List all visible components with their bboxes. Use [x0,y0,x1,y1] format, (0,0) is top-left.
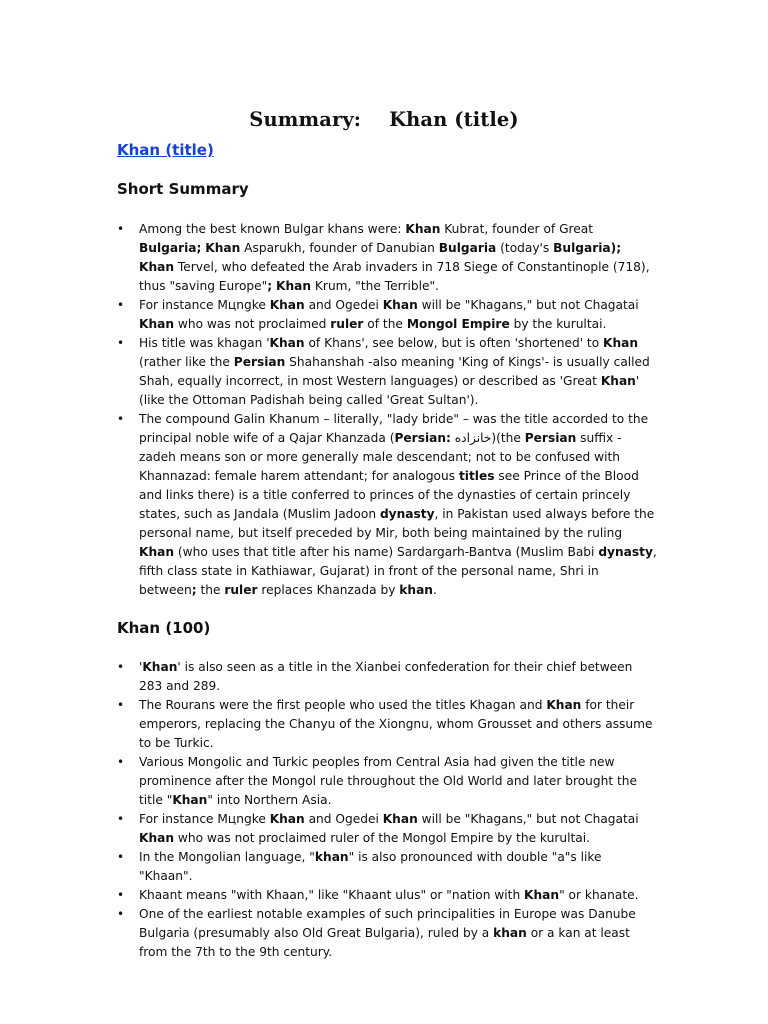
khan-100-item-text: For instance Mцngke Khan and Ogedei Khan will be "Khagans," but not Chagatai Khan who was not proclaimed ruler of the Mongol Empire by the kurultai. [139,812,639,845]
khan-100-item [117,658,657,696]
khan-100-item [117,886,657,905]
title-prefix: Summary: [249,108,362,131]
khan-100-item-text: In the Mongolian language, "khan" is also pronounced with double "a"s like "Khaan". [139,850,602,883]
short-summary-item-text: Among the best known Bulgar khans were: Khan Kubrat, founder of Great Bulgaria; Khan Asparukh, founder of Danubian Bulgaria (today's Bulgaria); Khan Tervel, who defeated the Arab invaders in 718 Siege of Constantinople (718), thus "saving Europe"; Khan Krum, "the Terrible". [139,222,650,293]
short-summary-item [117,334,657,410]
khan-100-item-text: Khaant means "with Khaan," like "Khaant ulus" or "nation with Khan" or khanate. [139,888,639,902]
khan-100-item [117,905,657,962]
bullet-icon: • [117,755,125,769]
short-summary-item-text: His title was khagan 'Khan of Khans', see below, but is often 'shortened' to Khan (rather like the Persian Shahanshah -also meaning 'King of Kings'- is usually called Shah, equally incorrect, in most Western languages) or described as 'Great Khan' (like the Ottoman Padishah being called 'Great Sultan'). [139,336,650,407]
title-subject: Khan (title) [389,108,519,131]
short-summary-item [117,410,657,600]
short-summary-item-text: The compound Galin Khanum – literally, "lady bride" – was the title accorded to the principal noble wife of a Qajar Khanzada (Persian: خانزاده)(the Persian suffix -zadeh means son or more generally male descendant; not to be confused with Khannazad: female harem attendant; for analogous titles see Prince of the Blood and links there) is a title conferred to princes of the dynasties of certain princely states, such as Jandala (Muslim Jadoon dynasty, in Pakistan used always before the personal name, but itself preceded by Mir, both being maintained by the ruling Khan (who uses that title after his name) Sardargarh-Bantva (Muslim Babi dynasty, fifth class state in Kathiawar, Gujarat) in front of the personal name, Shri in between; the ruler replaces Khanzada by khan. [139,412,657,597]
khan-100-item [117,753,657,810]
khan-100-item-text: The Rourans were the first people who used the titles Khagan and Khan for their emperors, replacing the Chanyu of the Xiongnu, whom Grousset and others assume to be Turkic. [139,698,653,750]
short-summary-item [117,296,657,334]
bullet-icon: • [117,222,125,236]
khan-100-item [117,810,657,848]
bullet-icon: • [117,812,125,826]
short-summary-item-text: For instance Mцngke Khan and Ogedei Khan will be "Khagans," but not Chagatai Khan who was not proclaimed ruler of the Mongol Empire by the kurultai. [139,298,639,331]
short-summary-item [117,220,657,296]
khan-100-item-text: One of the earliest notable examples of such principalities in Europe was Danube Bulgaria (presumably also Old Great Bulgaria), ruled by a khan or a kan at least from the 7th to the 9th century. [139,907,636,959]
bullet-icon: • [117,907,125,921]
bullet-icon: • [117,888,125,902]
bullet-icon: • [117,660,125,674]
short-summary-list [117,220,657,600]
khan-100-item [117,696,657,753]
khan-100-heading: Khan (100) [117,619,211,637]
bullet-icon: • [117,412,125,426]
bullet-icon: • [117,850,125,864]
khan-100-item [117,848,657,886]
short-summary-heading: Short Summary [117,180,249,198]
bullet-icon: • [117,336,125,350]
bullet-icon: • [117,298,125,312]
khan-100-item-text: Various Mongolic and Turkic peoples from Central Asia had given the title new prominence after the Mongol rule throughout the Old World and later brought the title "Khan" into Northern Asia. [139,755,638,807]
khan-100-list [117,658,657,962]
khan-100-item-text: 'Khan' is also seen as a title in the Xianbei confederation for their chief between 283 and 289. [139,660,633,693]
bullet-icon: • [117,698,125,712]
page-title [0,108,768,131]
khan-title-link[interactable]: Khan (title) [117,141,214,159]
